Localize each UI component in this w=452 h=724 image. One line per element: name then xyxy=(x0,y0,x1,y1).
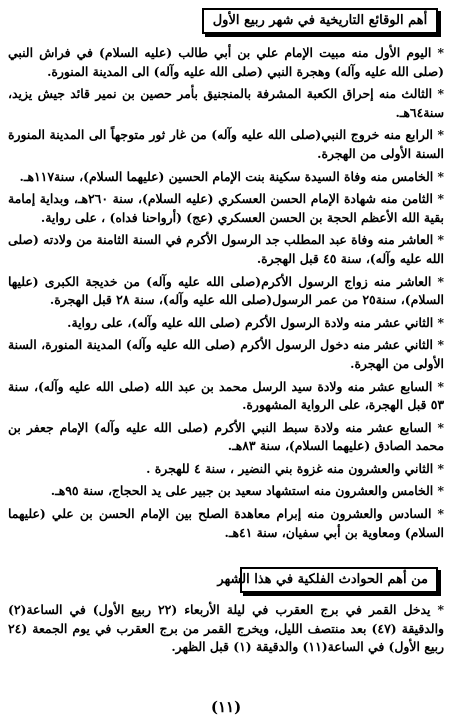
section-heading-text: من أهم الحوادث الفلكية في هذا الشهر xyxy=(217,572,428,587)
list-item: * العاشر منه وفاة عبد المطلب جد الرسول الأكرم في السنة الثامنة من ولادته (صلى الله عليه وآله)، سنة ٤٥ قبل الهجرة. xyxy=(8,232,444,266)
astronomical-events-list xyxy=(8,601,444,661)
list-item: * السابع عشر منه ولادة سيد الرسل محمد بن عبد الله (صلى الله عليه وآله)، سنة ٥٣ قبل الهجرة، على الرواية المشهورة. xyxy=(8,378,444,413)
list-item: * السابع عشر منه ولادة سبط النبي الأكرم (صلى الله عليه وآله) الإمام جعفر بن محمد الصادق (عليهما السلام)، سنة ٨٣هـ. xyxy=(8,419,444,454)
list-item: * الخامس منه وفاة السيدة سكينة بنت الإمام الحسين (عليهما السلام)، سنة١١٧هـ. xyxy=(19,168,444,184)
section-heading-text: أهم الوقائع التاريخية في شهر ربيع الأول xyxy=(212,13,428,28)
list-item: * الثاني عشر منه ولادة الرسول الأكرم (صلى الله عليه وآله)، على رواية. xyxy=(67,314,444,330)
historical-events-list xyxy=(8,44,444,546)
list-item: * الثامن منه شهادة الإمام الحسن العسكري (عليه السلام)، سنة ٢٦٠هـ، وبداية إمامة بقية الله الأعظم الحجة بن الحسن العسكري (عج) (أرواحنا فداه) ، على رواية. xyxy=(8,191,444,225)
page-number: (١١) xyxy=(210,698,242,716)
list-item: * يدخل القمر في برج العقرب في ليلة الأربعاء (٢٢ ربيع الأول) في الساعة(٢) والدقيقة (٤٧) بعد منتصف الليل، ويخرج القمر من برج العقرب في يوم الجمعة (٢٤ ربيع الأول) في الساعة(١١) والدقيقة (١) قبل الظهر. xyxy=(8,602,444,655)
list-item: * العاشر منه زواج الرسول الأكرم(صلى الله عليه وآله) من خديجة الكبرى (عليها السلام)، سنة٢٥ من عمر الرسول(صلى الله عليه وآله)، سنة ٢٨ قبل الهجرة. xyxy=(8,273,444,308)
section-heading-historical-events xyxy=(202,8,438,34)
list-item: * الثالث منه إحراق الكعبة المشرفة بالمنجنيق بأمر حصين بن نمير قائد جيش يزيد، سنة٦٤هـ. xyxy=(8,86,444,120)
list-item: * الثاني عشر منه دخول الرسول الأكرم (صلى الله عليه وآله) المدينة المنورة، السنة الأولى من الهجرة. xyxy=(8,337,444,371)
list-item: * السادس والعشرون منه إبرام معاهدة الصلح بين الإمام الحسن بن علي (عليهما السلام) ومعاوية بن أبي سفيان، سنة ٤١هـ. xyxy=(8,506,444,540)
list-item: * الرابع منه خروج النبي(صلى الله عليه وآله) من غار ثور متوجهاً الى المدينة المنورة السنة الأولى من الهجرة. xyxy=(8,127,444,161)
section-heading-astronomical-events xyxy=(217,567,438,593)
list-item: * الخامس والعشرون منه استشهاد سعيد بن جبير على يد الحجاج، سنة ٩٥هـ. xyxy=(50,483,444,499)
list-item: * اليوم الأول منه مبيت الإمام علي بن أبي طالب (عليه السلام) في فراش النبي (صلى الله عليه وآله) وهجرة النبي (صلى الله عليه وآله) الى المدينة المنورة. xyxy=(8,45,444,79)
list-item: * الثاني والعشرون منه غزوة بني النضير ، سنة ٤ للهجرة . xyxy=(146,460,444,476)
